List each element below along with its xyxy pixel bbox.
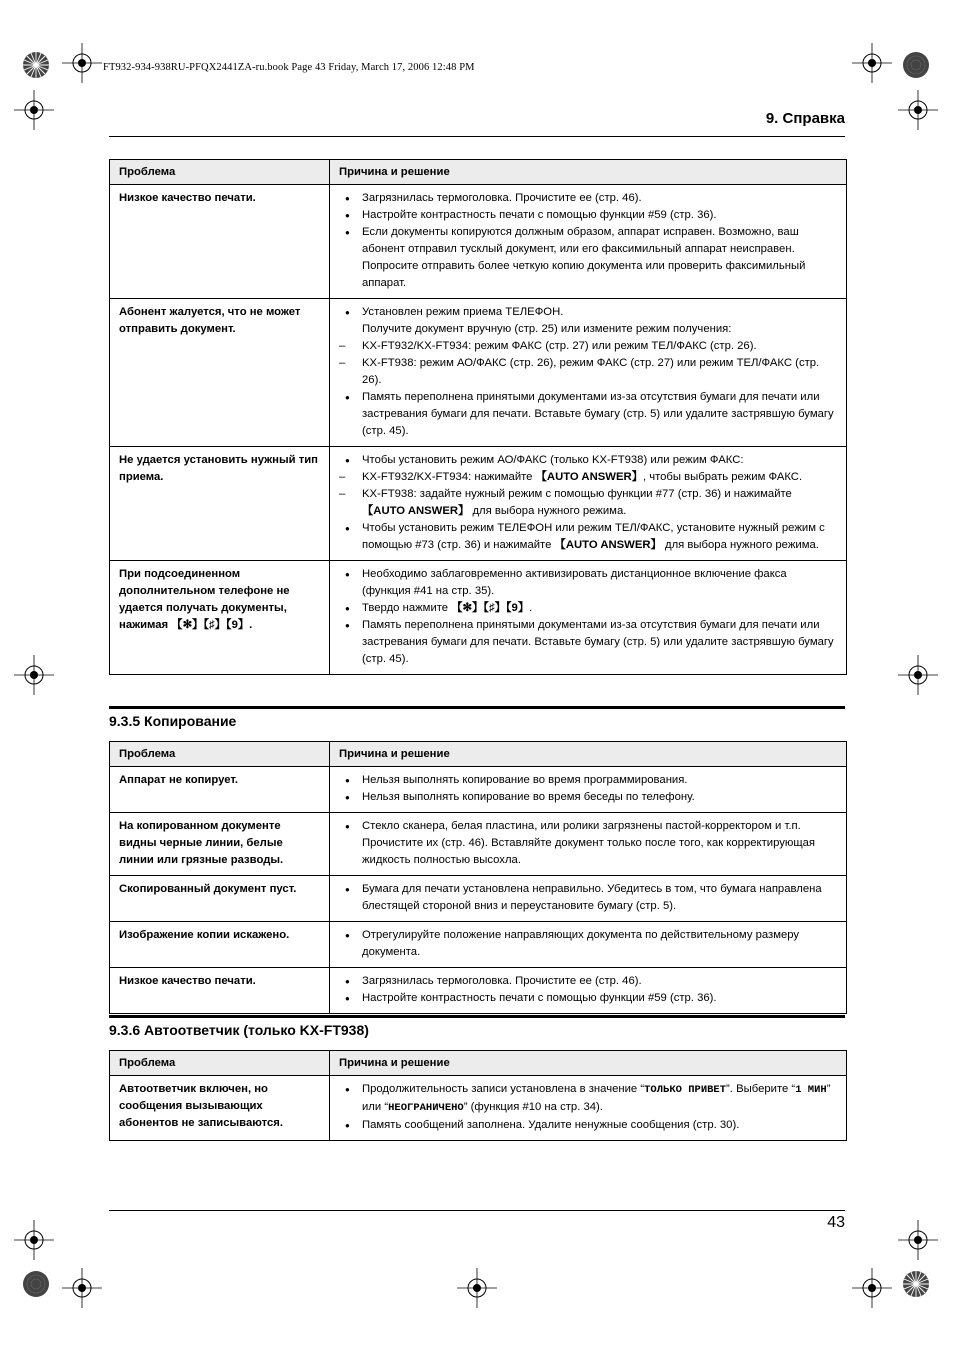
solution-cell [330,561,847,675]
solution-cell [330,876,847,922]
table-row [110,185,847,299]
starburst-target-icon [22,51,50,79]
table-row [110,767,847,813]
text: . [529,602,533,614]
troubleshooting-table-fax [109,159,847,675]
solution-cell [330,447,847,561]
table-row [110,876,847,922]
key-sequence: 【✻】【♯】【9】 [171,619,250,631]
column-header-solution: Причина и решение [330,1051,847,1076]
text: для выбора нужного режима. [469,505,627,517]
sub-list-item: – KX-FT932/KX-FT934: режим ФАКС (стр. 27) или режим ТЕЛ/ФАКС (стр. 26). [339,338,838,355]
text: ”. Выберите “ [726,1083,796,1095]
list-item: ● Отрегулируйте положение направляющих документа по действительному размеру документа. [339,927,838,961]
table-row [110,561,847,675]
problem-cell: Низкое качество печати. [110,968,330,1014]
text: KX-FT932/KX-FT934: нажимайте [362,471,536,483]
list-item: ● Стекло сканера, белая пластина, или ролики загрязнены пастой-корректором и т.п. Прочистите их (стр. 46). Вставляйте документ только после того, как корректирующая жидкость полностью высохла. [339,818,838,869]
solution-cell [330,1076,847,1141]
auto-answer-key: 【AUTO ANSWER】 [554,539,662,551]
column-header-solution: Причина и решение [330,742,847,767]
crosshair-icon [14,655,54,695]
troubleshooting-table-answering-machine [109,1050,847,1141]
print-info: FT932-934-938RU-PFQX2441ZA-ru.book Page 43 Friday, March 17, 2006 12:48 PM [103,62,475,73]
column-header-problem: Проблема [110,1051,330,1076]
header-divider [109,136,845,137]
list-item: ● Нельзя выполнять копирование во время беседы по телефону. [339,789,838,806]
section-divider [109,1015,845,1018]
table-header-row [110,160,847,185]
problem-cell: Автоответчик включен, но сообщения вызывающих абонентов не записываются. [110,1076,330,1141]
text: KX-FT938: задайте нужный режим с помощью функции #77 (стр. 36) и нажимайте [362,488,792,500]
section-divider [109,706,845,709]
column-header-solution: Причина и решение [330,160,847,185]
text: . [249,619,253,631]
text: Твердо нажмите [362,602,452,614]
problem-cell: Изображение копии искажено. [110,922,330,968]
list-item: ● Загрязнилась термоголовка. Прочистите ее (стр. 46). [339,190,838,207]
starburst-target-icon [902,51,930,79]
display-text: 1 МИН [795,1084,827,1096]
troubleshooting-table-copy [109,741,847,1014]
section-title: 9.3.5 Копирование [109,713,237,729]
table-header-row [110,1051,847,1076]
sub-list-item: – KX-FT938: режим АО/ФАКС (стр. 26), режим ФАКС (стр. 27) или режим ТЕЛ/ФАКС (стр. 26). [339,355,838,389]
problem-cell: Скопированный документ пуст. [110,876,330,922]
problem-cell: На копированном документе видны черные линии, белые линии или грязные разводы. [110,813,330,876]
key-sequence: 【✻】【♯】【9】 [451,602,530,614]
list-item: ● Память сообщений заполнена. Удалите ненужные сообщения (стр. 30). [339,1117,838,1134]
display-text: ТОЛЬКО ПРИВЕТ [644,1084,727,1096]
table-row [110,447,847,561]
chapter-title: 9. Справка [765,110,845,127]
list-item-text: Получите документ вручную (стр. 25) или измените режим получения: [362,323,732,335]
section-title: 9.3.6 Автоответчик (только KX-FT938) [109,1022,369,1038]
list-item [339,520,838,554]
problem-cell: Низкое качество печати. [110,185,330,299]
crosshair-icon [852,43,892,83]
footer-divider [109,1210,845,1211]
table-row [110,1076,847,1141]
list-item: ● Память переполнена принятыми документами из-за отсутствия бумаги для печати или застревания бумаги для печати. Вставьте бумагу (стр. 5) или удалите застрявшую бумагу (стр. 45). [339,389,838,440]
list-item: ● Настройте контрастность печати с помощью функции #59 (стр. 36). [339,990,838,1007]
list-item-text: ● Установлен режим приема ТЕЛЕФОН. [362,306,564,318]
auto-answer-key: 【AUTO ANSWER】 [535,471,643,483]
table-row [110,922,847,968]
table-row [110,968,847,1014]
starburst-target-icon [22,1270,50,1298]
solution-cell [330,922,847,968]
problem-cell [110,561,330,675]
list-item: ● Настройте контрастность печати с помощью функции #59 (стр. 36). [339,207,838,224]
table-row [110,813,847,876]
page-number: 43 [827,1214,845,1231]
list-item: ● Бумага для печати установлена неправильно. Убедитесь в том, что бумага направлена блестящей стороной вниз и переустановите бумагу (стр. 5). [339,881,838,915]
text: При подсоединенном дополнительном телефоне не удается получать документы, нажимая [119,568,290,631]
table-row [110,299,847,447]
list-item: ● Необходимо заблаговременно активизировать дистанционное включение факса (функция #41 на стр. 35). [339,566,838,600]
column-header-problem: Проблема [110,160,330,185]
crosshair-icon [457,1268,497,1308]
text: , чтобы выбрать режим ФАКС. [642,471,803,483]
sub-list-item [339,469,838,486]
solution-cell [330,767,847,813]
problem-cell: Абонент жалуется, что не может отправить документ. [110,299,330,447]
crosshair-icon [898,1220,938,1260]
crosshair-icon [62,1268,102,1308]
text: Продолжительность записи установлена в значение “ [362,1083,645,1095]
crosshair-icon [852,1268,892,1308]
table-header-row [110,742,847,767]
sub-list-item [339,486,838,520]
solution-cell [330,813,847,876]
problem-cell: Не удается установить нужный тип приема. [110,447,330,561]
list-item: ● Нельзя выполнять копирование во время программирования. [339,772,838,789]
list-item: ● Если документы копируются должным образом, аппарат исправен. Возможно, ваш абонент отправил тусклый документ, или его факсимильный аппарат неисправен. Попросите отправить более четкую копию документа или проверить факсимильный аппарат. [339,224,838,292]
crosshair-icon [898,655,938,695]
column-header-problem: Проблема [110,742,330,767]
crosshair-icon [14,90,54,130]
list-item: ● Память переполнена принятыми документами из-за отсутствия бумаги для печати или застревания бумаги для печати. Вставьте бумагу (стр. 5) или удалите застрявшую бумагу (стр. 45). [339,617,838,668]
solution-cell [330,968,847,1014]
starburst-target-icon [902,1270,930,1298]
text: для выбора нужного режима. [661,539,819,551]
list-item [339,304,838,338]
list-item [339,1081,838,1117]
display-text: НЕОГРАНИЧЕНО [388,1102,464,1114]
crosshair-icon [898,90,938,130]
crosshair-icon [62,43,102,83]
list-item: ● Чтобы установить режим АО/ФАКС (только KX-FT938) или режим ФАКС: [339,452,838,469]
crosshair-icon [14,1220,54,1260]
solution-cell [330,299,847,447]
text: Чтобы установить режим ТЕЛЕФОН или режим ТЕЛ/ФАКС, установите нужный режим с помощью #73 (стр. 36) и нажимайте [362,522,825,551]
list-item [339,600,838,617]
list-item: ● Загрязнилась термоголовка. Прочистите ее (стр. 46). [339,973,838,990]
auto-answer-key: 【AUTO ANSWER】 [362,505,470,517]
text: ” или “ [362,1083,831,1113]
problem-cell: Аппарат не копирует. [110,767,330,813]
solution-cell [330,185,847,299]
text: ” (функция #10 на стр. 34). [463,1101,603,1113]
